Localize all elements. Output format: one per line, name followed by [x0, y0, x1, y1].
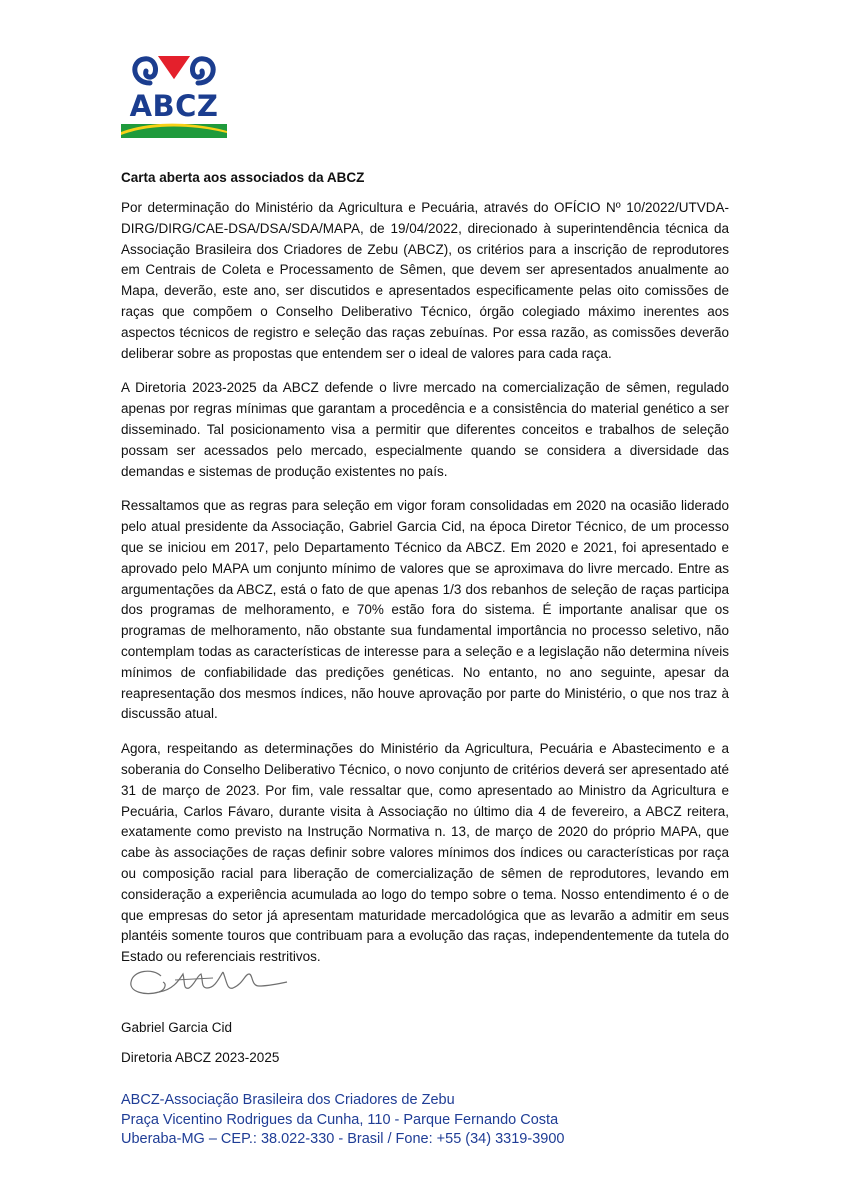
signer-role: Diretoria ABCZ 2023-2025 — [121, 1050, 280, 1065]
footer-organization: ABCZ-Associação Brasileira dos Criadores de Zebu — [121, 1092, 455, 1108]
paragraph: A Diretoria 2023-2025 da ABCZ defende o livre mercado na comercialização de sêmen, regulado apenas por regras mínimas que garantam a procedência e a consistência do material genético a ser disseminado. Tal posicionamento visa a permitir que diferentes conceitos e trabalhos de seleção possam ser acessados pelo mercado, especialmente quando se considera a diversidade das demandas e sistemas de produção existentes no país. — [121, 380, 729, 479]
abcz-logo — [120, 47, 228, 139]
letter-body — [121, 170, 729, 982]
footer-address — [121, 1091, 564, 1150]
footer-street: Praça Vicentino Rodrigues da Cunha, 110 - Parque Fernando Costa — [121, 1111, 559, 1128]
logo-text: ABCZ — [129, 89, 219, 123]
paragraph: Por determinação do Ministério da Agricultura e Pecuária, através do OFÍCIO Nº 10/2022/UTVDA-DIRG/DIRG/CAE-DSA/DSA/SDA/MAPA, de 19/04/2022, direcionado à superintendência técnica da Associação Brasileira dos Criadores de Zebu (ABCZ), os critérios para a inscrição de reprodutores em Centrais de Coleta e Processamento de Sêmen, que devem ser apresentados anualmente ao Mapa, deverão, este ano, ser discutidos e apresentados especificamente pelas oito comissões de raças que compõem o Conselho Deliberativo Técnico, órgão colegiado máximo inerentes aos aspectos técnicos de registro e seleção das raças zebuínas. Por essa razão, as comissões deverão deliberar sobre as propostas que entendem ser o ideal de valores para cada raça. — [121, 200, 729, 361]
footer-city-phone: Uberaba-MG – CEP.: 38.022-330 - Brasil / Fone: +55 (34) 3319-3900 — [121, 1131, 565, 1147]
handwritten-signature — [123, 960, 293, 1006]
letter-title: Carta aberta aos associados da ABCZ — [121, 170, 365, 185]
signer-name: Gabriel Garcia Cid — [121, 1020, 233, 1035]
paragraph: Agora, respeitando as determinações do Ministério da Agricultura, Pecuária e Abastecimento e a soberania do Conselho Deliberativo Técnico, o novo conjunto de critérios deverá ser apresentado até 31 de março de 2023. Por fim, vale ressaltar que, como apresentado ao Ministro da Agricultura e Pecuária, Carlos Fávaro, durante visita à Associação no último dia 4 de fevereiro, a ABCZ reitera, exatamente como previsto na Instrução Normativa n. 13, de março de 2020 do próprio MAPA, que cabe às associações de raças definir sobre valores mínimos dos índices ou características por raça ou composição racial para liberação de comercialização de sêmen de reprodutores, levando em consideração a experiência acumulada ao logo do tempo sobre o tema. Nosso entendimento é o de que empresas do setor já apresentam maturidade mercadológica que as levarão a admitir em seus plantéis somente touros que contribuam para a evolução das raças, independentemente da tutela do Estado ou referenciais restritivos. — [121, 741, 729, 965]
paragraph: Ressaltamos que as regras para seleção em vigor foram consolidadas em 2020 na ocasião liderado pelo atual presidente da Associação, Gabriel Garcia Cid, na época Diretor Técnico, de um processo que se iniciou em 2017, pelo Departamento Técnico da ABCZ. Em 2020 e 2021, foi apresentado e aprovado pelo MAPA um conjunto mínimo de valores que se aproximava do livre mercado. Entre as argumentações da ABCZ, está o fato de que apenas 1/3 dos rebanhos de seleção de raças participa dos programas de melhoramento, e 70% estão fora do sistema. É importante analisar que os programas de melhoramento, não obstante sua fundamental importância no processo seletivo, não contemplam todas as características de interesse para a seleção e a legislação não determina níveis mínimos de confiabilidade das predições genéticas. No entanto, no ano seguinte, apesar da reapresentação dos mesmos índices, não houve aprovação por parte do Ministério, o que nos traz à discussão atual. — [121, 498, 729, 722]
